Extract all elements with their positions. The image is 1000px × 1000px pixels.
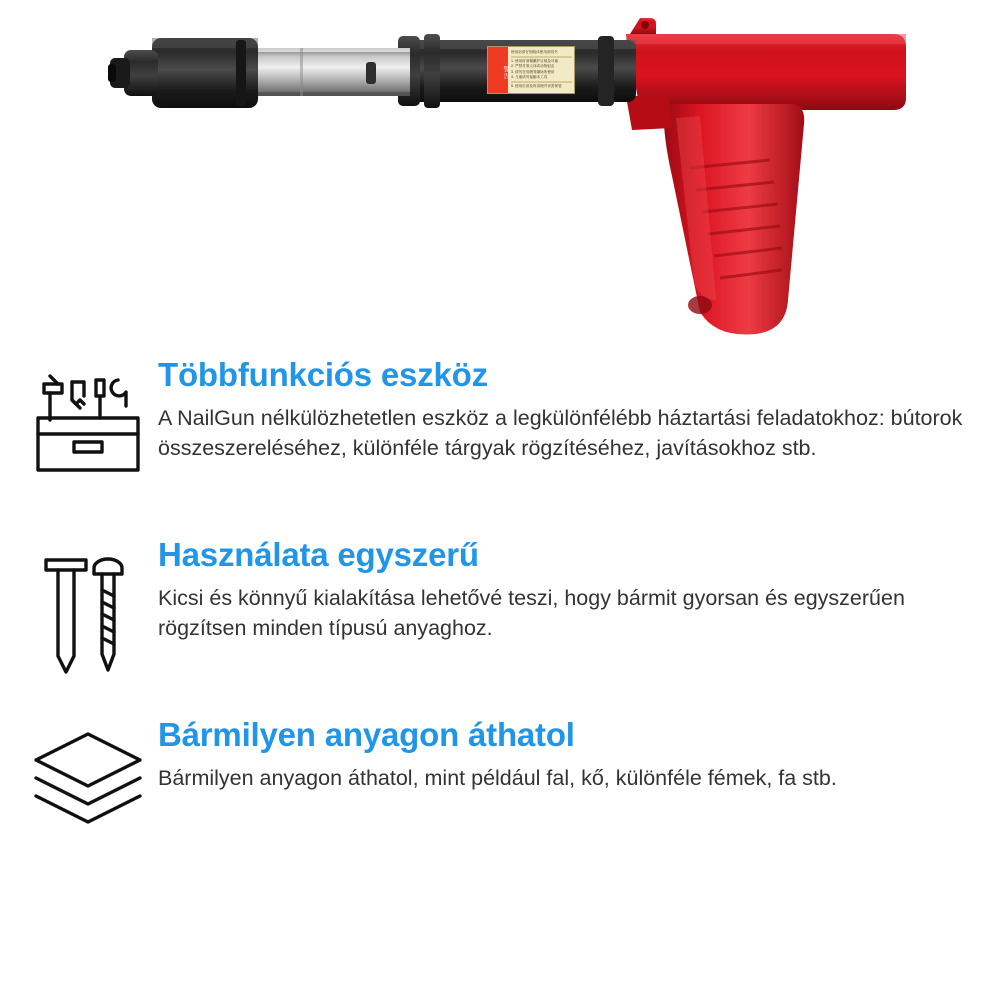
gun-barrel xyxy=(252,48,410,96)
feature-list xyxy=(0,352,1000,892)
warning-line-5: 5. 使用后请及时清理并妥善保管 xyxy=(511,84,562,89)
feature-item xyxy=(0,532,1000,672)
toolbox-icon xyxy=(18,352,158,492)
gun-trigger xyxy=(626,96,672,130)
hero-image xyxy=(0,0,1000,350)
layers-icon-svg xyxy=(28,726,148,836)
feature-text xyxy=(158,712,970,793)
feature-description: A NailGun nélkülözhetetlen eszköz a legkülönfélébb háztartási feladatokhoz: bútorok összeszereléséhez, különféle tárgyak rögzítéséhez, javításokhoz stb. xyxy=(158,405,963,461)
feature-text xyxy=(158,532,970,644)
toolbox-icon-svg xyxy=(28,366,148,484)
feature-title: Többfunkciós eszköz xyxy=(158,356,488,393)
warning-divider xyxy=(511,56,572,58)
warning-line-1: 1. 使用时请佩戴护目镜及耳塞 xyxy=(511,59,559,64)
feature-title: Bármilyen anyagon áthatol xyxy=(158,716,575,753)
feature-item xyxy=(0,352,1000,492)
warning-line-2: 2. 严禁对准人体或动物射击 xyxy=(511,64,555,69)
layers-icon xyxy=(18,712,158,852)
warning-line-4: 4. 儿童请勿接触本工具 xyxy=(511,74,548,79)
warning-label-side: 警告 xyxy=(488,47,508,93)
nail-gun-illustration xyxy=(0,0,1000,350)
gun-nose xyxy=(108,38,258,108)
warning-label xyxy=(487,46,575,94)
warning-label-text xyxy=(508,47,574,93)
feature-description: Kicsi és könnyű kialakítása lehetővé teszi, hogy bármit gyorsan és egyszerűen rögzítsen minden típusú anyaghoz. xyxy=(158,585,905,641)
warning-line-3: 3. 请勿在易燃易爆场所使用 xyxy=(511,69,555,74)
feature-description: Bármilyen anyagon áthatol, mint például fal, kő, különféle fémek, fa stb. xyxy=(158,765,837,790)
warning-divider-2 xyxy=(511,81,572,83)
nails-icon xyxy=(18,532,158,672)
nails-icon-svg xyxy=(28,546,148,686)
feature-title: Használata egyszerű xyxy=(158,536,479,573)
feature-item xyxy=(0,712,1000,852)
gun-grip xyxy=(664,104,805,335)
feature-text xyxy=(158,352,970,464)
warning-line-0: 使用前请仔细阅读使用说明书 xyxy=(511,50,558,54)
